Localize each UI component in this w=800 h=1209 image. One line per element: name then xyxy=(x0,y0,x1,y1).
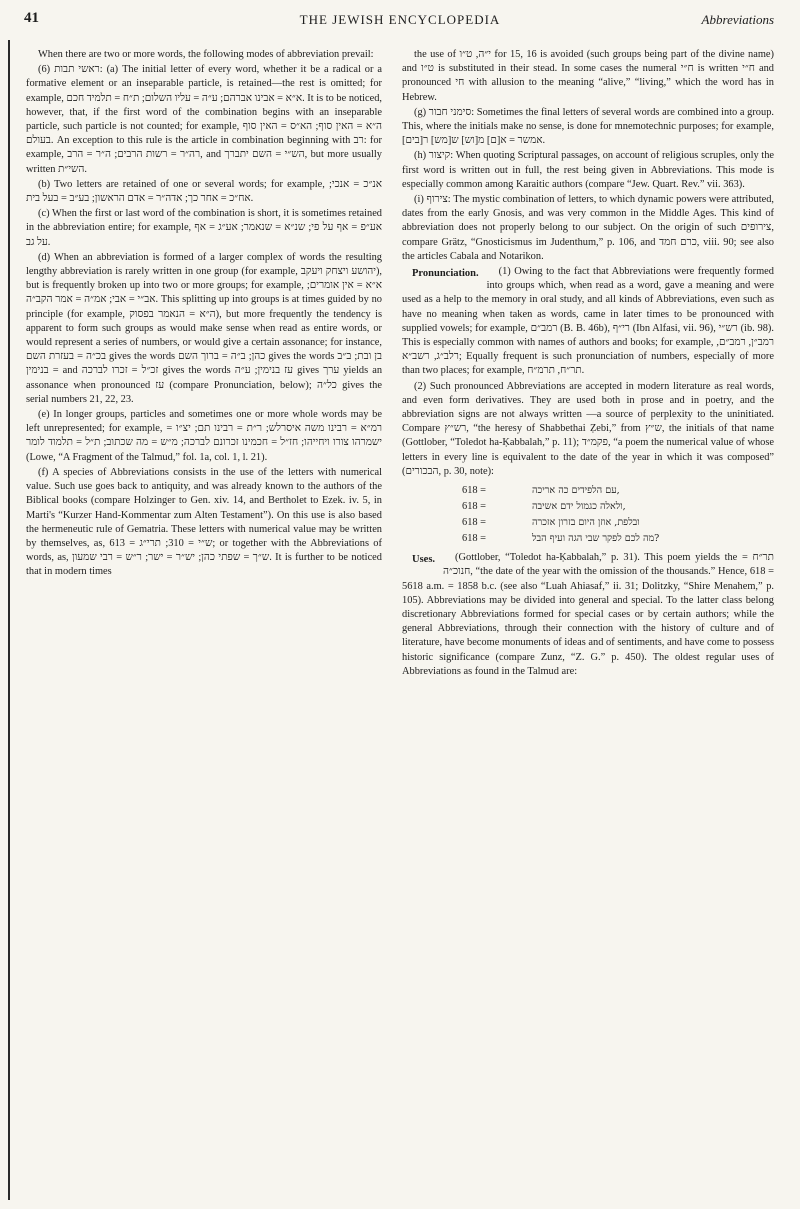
poem-text: ולאלה כגמול ידם אשיבה, xyxy=(532,501,626,513)
poem-text: מה לכם לפקר שבי הגה ועיף הבל? xyxy=(532,533,660,545)
page-number: 41 xyxy=(24,10,39,26)
poem-line xyxy=(462,531,774,547)
running-head: THE JEWISH ENCYCLOPEDIA xyxy=(299,12,501,27)
poem-line xyxy=(462,499,774,515)
poem-value: 618 = xyxy=(462,517,487,529)
poem-text: עם הלפידים כה אריכה, xyxy=(532,485,620,497)
paragraph: (g) סימני חבור: Sometimes the final letters of several words are combined into a group. This, where the initials make no sense, is done for mnemotechnic purposes; for example, אמשר = א[ם] מ[וש] ש[מש] ר[בים]. xyxy=(402,106,774,147)
paragraph: (d) When an abbreviation is formed of a larger complex of words the resulting lengthy abbreviation is rarely written in one group (for example, יהושע ויצחק ויעקב), but is frequently broken up into two or more groups; for example, א״א = אין אומרים; אב״י = אבי; אמ״ה = אמר הקב״ה. This splitting up into groups is at times guided by no principle (for example, ה״א = הנאמר בפסוק), but more frequently the tendency is apparent to form such groups as would make sense when read as entire words, or would represent a series of numbers, or would give a certain assonance; for instance, בכ״ה = בעזרת השם gives the words כהן; ב״ה = ברוך השם gives the words בן ובת; ב״ב = בנימין and זכ״ל = זכרו לברכה gives the words עז בנימין; ע״ה gives ערך yields an assonance when pronounced עז (compare Pronunciation, below); כל״ה gives the serial numbers 21, 22, 23. xyxy=(26,251,382,405)
paragraph: the use of י״ה, ט״ו for 15, 16 is avoided (such groups being part of the divine name) and ט״ו is substituted in their stead. In some cases the numeral ח״י is written ח״י and pronounced חי with allusion to the meaning “alive,” “living,” which the word has in Hebrew. xyxy=(402,49,774,103)
paragraph-with-sidenote xyxy=(402,551,774,679)
paragraph: (2) Such pronounced Abbreviations are accepted in modern literature as real words, and even form derivatives. They are used both in prose and in poetry, and the abbreviation signs are not always written —a source of perplexity to the uninitiated. Compare רש״ץ, “the heresy of Shabbethai Ẓebi,” from ש״ץ, the initials of that name (Gottlober, “Toledot ha-Ḳabbalah,” p. 11); פקמ״ד, “a poem the numerical value of whose letters in every line is equivalent to the date of the year in which it was composed” (הבכורים, p. 30, note): xyxy=(402,380,774,477)
sidenote-pronunciation: Pronunciation. xyxy=(412,268,479,280)
paragraph: (f) A species of Abbreviations consists in the use of the letters with numerical value. Such use goes back to antiquity, and was already known to the authors of the Biblical books (compare Holzinger to Gen. xiv. 14, and Bertholet to Ezek. iv. 5, in Marti's “Kurzer Hand-Kommentar zum Alten Testament”). On this use is also based the hermeneutic rule of Gematria. These letters with numerical value may be written by themselves, as, ש״י = 310; תרי״ג = 613; or together with the Abbreviations of words, as, ש״ך = שפתי כהן; יש״ר = ישר; ר״ש = רבי שמעון. It is further to be noticed that in modern times xyxy=(26,466,382,578)
poem-line xyxy=(462,515,774,531)
section-title: Abbreviations xyxy=(701,12,774,27)
poem-line xyxy=(462,483,774,499)
paragraph: (h) קיצור: When quoting Scriptural passages, on account of religious scruples, only the first word is written out in full, the rest being given in Abbreviations. This mode is especially common among Karaitic authors (compare “Jew. Quart. Rev.” vii. 363). xyxy=(402,150,774,190)
sidenote-uses: Uses. xyxy=(412,554,436,566)
paragraph-with-sidenote xyxy=(402,265,774,379)
paragraph-text: (Gottlober, “Toledot ha-Ḳabbalah,” p. 31). This poem yields the תר״ח = חנוכ״ה, “the date of the year with the omission of the thousands.” Hence, 618 = 5618 a.m. = 1858 b.c. (see also “Luah Ahiasaf,” ii. 31; Dolitzky, “Shire Menahem,” p. 105). Abbreviations may be divided into general and special. To the latter class belong discretionary Abbreviations formed for special cases or by certain authors; while the general Abbreviations, through their connection with the history of culture and of literature, have become monuments of ideas and of sentiments, and have come to possess historic significance (compare Zunz, “Z. G.” p. 450). The oldest regular uses of Abbreviations as found in the Talmud are: xyxy=(402,552,774,677)
right-column xyxy=(402,48,774,1198)
left-column xyxy=(26,48,382,1198)
page-header xyxy=(0,8,800,36)
paragraph: (b) Two letters are retained of one or several words; for example, אנ״כ = אנכי; אח״כ = אחר כך; אדה״ר = אדם הראשון; בע״ב = בעל בית. xyxy=(26,178,382,205)
paragraph: (e) In longer groups, particles and sometimes one or more whole words may be left unrepresented; for example, רמ״א = רבינו משה איסרלש; ר״ת = רבינו תם; יצ״ו = ישמרהו צורו ויחייהו; חז״ל = חכמינו זכרונם לברכה; מ״ש = מה שכתוב; ת״ל = תלמוד לומר (Lowe, “A Fragment of the Talmud,” fol. 1a, col. 1, l. 21). xyxy=(26,409,382,463)
paragraph-text: (1) Owing to the fact that Abbreviations were frequently formed into groups which, when read as a word, gave a meaning and were used as a help to the memory in oral study, and all kinds of Abbreviations, even such as have no meaning when taken as words, came in later times to be pronounced with supplied vowels; for example, רמב״ם (B. B. 46b), רי״ף (Ibn Alfasi, vii. 96), רש״י (ib. 98). This is especially common with names of authors and books; for example, רמב״ן, רמב״ם, רלב״ג, רשב״א; Equally frequent is such pronunciation of numbers, especially of more than two places; for example, תר״ח, תרמ״ח. xyxy=(402,266,774,377)
poem-value: 618 = xyxy=(462,533,487,545)
margin-rule xyxy=(8,40,10,1200)
poem-value: 618 = xyxy=(462,485,487,497)
paragraph: (6) ראשי תבות: (a) The initial letter of every word, whether it be a radical or a formative element or an inseparable particle, is retained—the rest is omitted; for example, א״א = אבינו אברהם; ע״ה = עליו השלום; ת״ח = תלמיד חכם. It is to be noticed, however, that, if the first word of the combination begins with an inseparable particle, such particle is not counted; for example, ה״א = האין סוף; הא״ס = האין סוף בעולם. An exception to this rule is the article in combination beginning with רב: for example, רה״ר = רשות הרבים; ה״ר = הרב, and הש״י = השם יתברך, but more usually written השי״ת. xyxy=(26,64,382,175)
paragraph: (i) צירוף: The mystic combination of letters, to which dynamic powers were attributed, dates from the early Gnosis, and was very common in the Middle Ages. This kind of abbreviation does not properly belong to our subject. On the origin of such צירופים, compare Grätz, “Gnosticismus im Judenthum,” p. 106, and כרם חמד, viii. 90; see also the articles Cabala and Notarikon. xyxy=(402,194,774,262)
paragraph: (c) When the first or last word of the combination is short, it is sometimes retained in the abbreviation entire; for example, אע״פ = אף על פי; שנ״א = שנאמר; אע״ג = אף על גב. xyxy=(26,208,382,248)
poem-value: 618 = xyxy=(462,501,487,513)
poem-example xyxy=(462,483,774,547)
paragraph: When there are two or more words, the following modes of abbreviation prevail: xyxy=(38,49,374,60)
poem-text: ובלפת, אוזן היום בזרון אזכרה xyxy=(532,517,640,529)
